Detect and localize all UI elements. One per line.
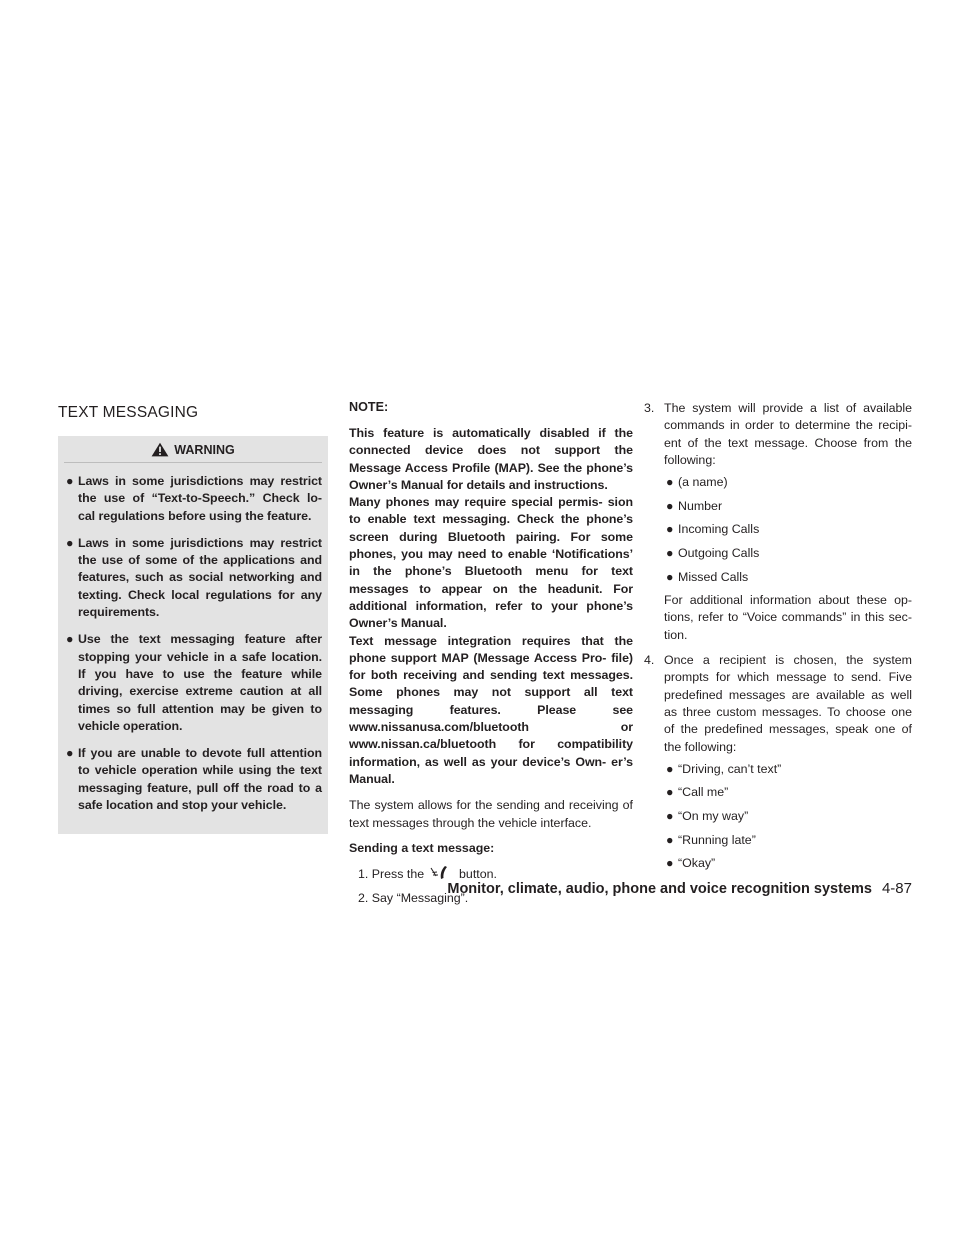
recipient-options xyxy=(664,474,912,586)
list-item: ● “Call me” xyxy=(664,784,912,801)
column-left xyxy=(58,404,328,834)
list-item: ● Outgoing Calls xyxy=(664,545,912,562)
step-1: 1. Press the button. xyxy=(358,867,497,882)
warning-box xyxy=(58,436,328,834)
list-item: ● Missed Calls xyxy=(664,569,912,586)
warning-item: ● Laws in some jurisdictions may restrict the use of “Text-to-Speech.” Check lo- cal regulations before using the feature. xyxy=(66,474,322,523)
bullet-icon: ● xyxy=(666,856,674,871)
warning-item: ● If you are unable to devote full attention to vehicle operation while using the text messaging feature, pull off the road to a safe location and stop your vehicle. xyxy=(66,746,322,813)
column-middle xyxy=(349,400,633,915)
warning-header xyxy=(64,436,322,463)
note-title: NOTE: xyxy=(349,400,389,414)
step-4: 4. Once a recipient is chosen, the system prompts for which message to send. Five predefined messages are available as well as three custom messages. To choose one of the predefined messages, speak one of the following: ● “Driving, can’t text” ● “Call me” ● “On my way” ● “Running late” ● “Okay” xyxy=(644,652,912,872)
sending-heading: Sending a text message: xyxy=(349,840,495,855)
warning-item: ● Laws in some jurisdictions may restrict the use of some of the applications and features, such as social networking and texting. Check local regulations for any requirements. xyxy=(66,535,322,620)
note-paragraph: Many phones may require special permis- sion to enable text messaging. Check the phone’s screen during Bluetooth pairing. For some phones, you may need to enable ‘Notifications’ in the phone’s Bluetooth menu for text messages to appear on the headunit. For additional information, refer to your phone’s Owner’s Manual. xyxy=(349,495,633,631)
note-paragraph: This feature is automatically disabled if the connected device does not support the Message Access Profile (MAP). See the phone’s Owner’s Manual for details and instructions. xyxy=(349,426,633,492)
warning-heading: WARNING xyxy=(174,442,235,457)
warning-triangle-icon xyxy=(151,442,169,457)
page-footer xyxy=(447,880,912,897)
warning-item: ● Use the text messaging feature after stopping your vehicle in a safe location. If you have to use the feature while driving, exercise extreme caution at all times so full attention may be given to vehicle operation. xyxy=(66,632,322,733)
list-item: ● Number xyxy=(664,498,912,515)
bullet-icon: ● xyxy=(666,569,674,584)
bullet-icon: ● xyxy=(66,632,74,647)
page-number: 4-87 xyxy=(881,880,912,897)
note-paragraph: Text message integration requires that the phone support MAP (Message Access Pro- file) for both receiving and sending text messages. Some phones may not support all text messaging features. Please see www.nissanusa.com/bluetooth or www.nissan.ca/bluetooth for compatibility information, as well as your device’s Own- er’s Manual. xyxy=(349,633,633,786)
list-item: ● “Driving, can’t text” xyxy=(664,761,912,778)
bullet-icon: ● xyxy=(666,498,674,513)
bullet-icon: ● xyxy=(666,809,674,824)
column-right xyxy=(644,400,912,879)
step-2: 2. Say “Messaging”. xyxy=(358,891,469,906)
list-item: ● Incoming Calls xyxy=(664,521,912,538)
intro-paragraph: The system allows for the sending and receiving of text messages through the vehicle interface. xyxy=(349,798,633,830)
bullet-icon: ● xyxy=(66,474,74,488)
bullet-icon: ● xyxy=(66,535,74,550)
bullet-icon: ● xyxy=(666,761,674,776)
list-item: ● (a name) xyxy=(664,474,912,491)
list-item: ● “On my way” xyxy=(664,808,912,825)
message-options xyxy=(664,761,912,873)
bullet-icon: ● xyxy=(666,475,674,490)
section-title: TEXT MESSAGING xyxy=(58,404,199,421)
warning-list xyxy=(64,473,322,814)
list-item: ● “Okay” xyxy=(664,855,912,872)
bullet-icon: ● xyxy=(666,545,674,560)
list-item: ● “Running late” xyxy=(664,832,912,849)
footer-chapter-label: Monitor, climate, audio, phone and voice recognition systems xyxy=(447,881,872,897)
bullet-icon: ● xyxy=(666,832,674,847)
bullet-icon: ● xyxy=(666,522,674,537)
bullet-icon: ● xyxy=(66,746,74,761)
step-3-note: For additional information about these op- tions, refer to “Voice commands” in this sec- tion. xyxy=(664,593,912,642)
bullet-icon: ● xyxy=(666,785,674,800)
talk-button-icon xyxy=(430,865,452,880)
step-3: 3. The system will provide a list of available commands in order to determine the recipi- ent of the text message. Choose from the following: ● (a name) ● Number ● Incoming Calls ● Outgoing Calls ● Missed Calls For additional information about these op- tions, refer to “Voice commands” in this sec- tion. xyxy=(644,400,912,644)
